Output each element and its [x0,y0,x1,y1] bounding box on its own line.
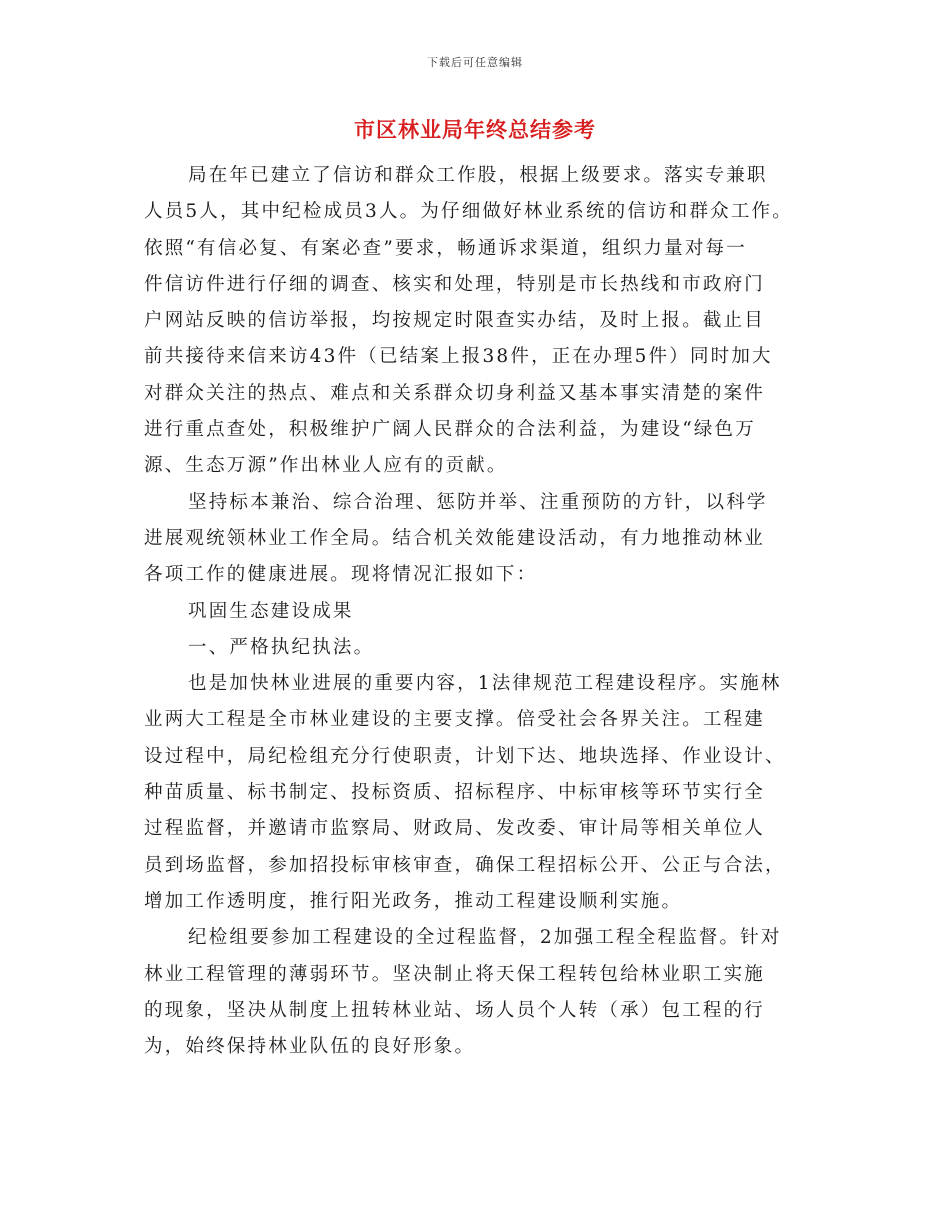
body-line: 局在年已建立了信访和群众工作股，根据上级要求。落实专兼职 [188,165,768,186]
body-line: 一、严格执纪执法。 [188,636,375,658]
body-line: 依照“有信必复、有案必查”要求，畅通诉求渠道，组织力量对每一 [144,237,747,259]
body-line: 的现象，坚决从制度上扭转林业站、场人员个人转（承）包工程的行 [144,999,766,1021]
document-title: 市区林业局年终总结参考 [354,118,596,142]
body-line: 进展观统领林业工作全局。结合机关效能建设活动，有力地推动林业 [144,527,766,549]
body-line: 对群众关注的热点、难点和关系群众切身利益又基本事实清楚的案件 [144,382,766,404]
header-note: 下载后可任意编辑 [427,56,523,69]
body-line: 人员5人，其中纪检成员3人。为仔细做好林业系统的信访和群众工作。 [144,201,793,223]
body-line: 增加工作透明度，推行阳光政务，推动工程建设顺利实施。 [144,890,683,912]
body-line: 件信访件进行仔细的调查、核实和处理，特别是市长热线和市政府门 [144,273,766,295]
body-line: 过程监督，并邀请市监察局、财政局、发改委、审计局等相关单位人 [144,818,766,840]
body-line: 业两大工程是全市林业建设的主要支撑。倍受社会各界关注。工程建 [144,709,766,731]
body-line: 也是加快林业进展的重要内容，1法律规范工程建设程序。实施林 [188,673,782,695]
body-line: 巩固生态建设成果 [188,600,354,622]
body-line: 户网站反映的信访举报，均按规定时限查实办结，及时上报。截止目 [144,310,766,332]
body-line: 各项工作的健康进展。现将情况汇报如下： [144,564,538,586]
document-body [144,158,834,1065]
body-line: 纪检组要参加工程建设的全过程监督，2加强工程全程监督。针对 [188,927,782,949]
body-line: 为，始终保持林业队伍的良好形象。 [144,1036,476,1058]
body-line: 源、生态万源”作出林业人应有的贡献。 [144,455,508,477]
body-line: 设过程中，局纪检组充分行使职责，计划下达、地块选择、作业设计、 [144,745,786,767]
body-line: 种苗质量、标书制定、投标资质、招标程序、中标审核等环节实行全 [144,782,766,804]
body-line: 员到场监督，参加招投标审核审查，确保工程招标公开、公正与合法， [144,854,786,876]
body-line: 前共接待来信来访43件（已结案上报38件，正在办理5件）同时加大 [144,346,773,368]
body-line: 坚持标本兼治、综合治理、惩防并举、注重预防的方针，以科学 [188,491,768,513]
body-line: 进行重点查处，积极维护广阔人民群众的合法利益，为建设“绿色万 [144,419,756,441]
body-line: 林业工程管理的薄弱环节。坚决制止将天保工程转包给林业职工实施 [144,963,766,985]
